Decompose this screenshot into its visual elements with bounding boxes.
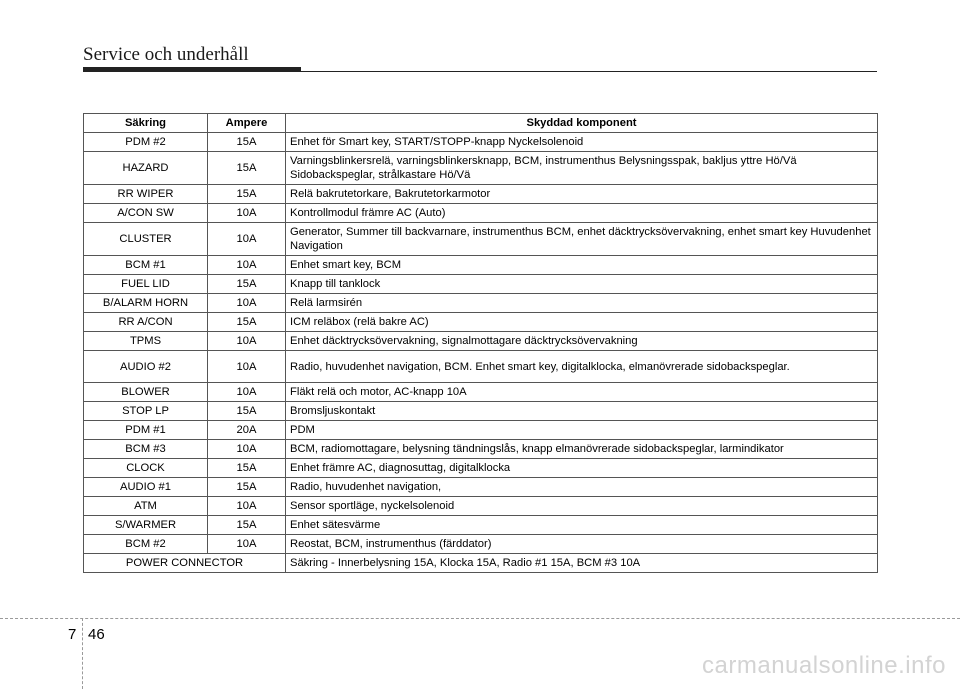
table-row bbox=[84, 478, 878, 497]
fuse-component: Enhet sätesvärme bbox=[286, 516, 878, 535]
fuse-name: CLOCK bbox=[84, 459, 208, 478]
fuse-ampere: 10A bbox=[208, 351, 286, 383]
table-row bbox=[84, 516, 878, 535]
fuse-ampere: 10A bbox=[208, 256, 286, 275]
table-row bbox=[84, 152, 878, 185]
table-row bbox=[84, 185, 878, 204]
fuse-ampere: 15A bbox=[208, 275, 286, 294]
table-row bbox=[84, 256, 878, 275]
fuse-name: RR A/CON bbox=[84, 313, 208, 332]
table-row bbox=[84, 204, 878, 223]
fuse-component: Relä larmsirén bbox=[286, 294, 878, 313]
fuse-ampere: 10A bbox=[208, 332, 286, 351]
watermark: carmanualsonline.info bbox=[702, 652, 946, 679]
fuse-table bbox=[83, 113, 878, 573]
page-number: 46 bbox=[88, 626, 105, 643]
chapter-number: 7 bbox=[68, 626, 77, 643]
fuse-component: BCM, radiomottagare, belysning tändningslås, knapp elmanövrerade sidobackspeglar, larmindikator bbox=[286, 440, 878, 459]
column-header-component: Skyddad komponent bbox=[286, 114, 878, 133]
fuse-component: PDM bbox=[286, 421, 878, 440]
fuse-component: ICM reläbox (relä bakre AC) bbox=[286, 313, 878, 332]
fuse-name: B/ALARM HORN bbox=[84, 294, 208, 313]
fuse-ampere: 15A bbox=[208, 459, 286, 478]
fuse-component: Reostat, BCM, instrumenthus (färddator) bbox=[286, 535, 878, 554]
footer-dashed-divider bbox=[82, 618, 83, 689]
fuse-ampere: 10A bbox=[208, 294, 286, 313]
table-row bbox=[84, 294, 878, 313]
fuse-name: STOP LP bbox=[84, 402, 208, 421]
fuse-name: POWER CONNECTOR bbox=[84, 554, 286, 573]
footer-dashed-rule bbox=[0, 618, 960, 619]
fuse-component: Generator, Summer till backvarnare, instrumenthus BCM, enhet däcktrycksövervakning, enhet smart key Huvudenhet Navigation bbox=[286, 223, 878, 256]
fuse-name: PDM #1 bbox=[84, 421, 208, 440]
fuse-name: FUEL LID bbox=[84, 275, 208, 294]
fuse-ampere: 10A bbox=[208, 497, 286, 516]
fuse-ampere: 15A bbox=[208, 402, 286, 421]
table-row bbox=[84, 421, 878, 440]
table-row bbox=[84, 313, 878, 332]
fuse-name: RR WIPER bbox=[84, 185, 208, 204]
fuse-component: Enhet främre AC, diagnosuttag, digitalklocka bbox=[286, 459, 878, 478]
table-header-row bbox=[84, 114, 878, 133]
fuse-name: ATM bbox=[84, 497, 208, 516]
fuse-ampere: 15A bbox=[208, 133, 286, 152]
fuse-component: Enhet smart key, BCM bbox=[286, 256, 878, 275]
table-row bbox=[84, 223, 878, 256]
table-row bbox=[84, 275, 878, 294]
fuse-component: Säkring - Innerbelysning 15A, Klocka 15A, Radio #1 15A, BCM #3 10A bbox=[286, 554, 878, 573]
fuse-name: AUDIO #2 bbox=[84, 351, 208, 383]
table-row bbox=[84, 440, 878, 459]
fuse-component: Enhet däcktrycksövervakning, signalmottagare däcktrycksövervakning bbox=[286, 332, 878, 351]
table-row bbox=[84, 133, 878, 152]
fuse-component: Radio, huvudenhet navigation, BCM. Enhet smart key, digitalklocka, elmanövrerade sidobackspeglar. bbox=[286, 351, 878, 383]
fuse-component: Varningsblinkersrelä, varningsblinkersknapp, BCM, instrumenthus Belysningsspak, bakljus yttre Hö/Vä Sidobackspeglar, strålkastare Hö/Vä bbox=[286, 152, 878, 185]
fuse-name: PDM #2 bbox=[84, 133, 208, 152]
fuse-component: Knapp till tanklock bbox=[286, 275, 878, 294]
header-rule-thin bbox=[83, 71, 877, 72]
column-header-fuse: Säkring bbox=[84, 114, 208, 133]
fuse-name: BLOWER bbox=[84, 383, 208, 402]
table-row bbox=[84, 383, 878, 402]
fuse-name: CLUSTER bbox=[84, 223, 208, 256]
table-row bbox=[84, 497, 878, 516]
fuse-name: BCM #3 bbox=[84, 440, 208, 459]
fuse-component: Enhet för Smart key, START/STOPP-knapp Nyckelsolenoid bbox=[286, 133, 878, 152]
fuse-ampere: 10A bbox=[208, 223, 286, 256]
page-header-title: Service och underhåll bbox=[83, 44, 249, 65]
fuse-name: A/CON SW bbox=[84, 204, 208, 223]
fuse-name: BCM #2 bbox=[84, 535, 208, 554]
table-row bbox=[84, 332, 878, 351]
fuse-ampere: 15A bbox=[208, 516, 286, 535]
table-row bbox=[84, 535, 878, 554]
table-row bbox=[84, 351, 878, 383]
fuse-name: AUDIO #1 bbox=[84, 478, 208, 497]
fuse-ampere: 10A bbox=[208, 204, 286, 223]
fuse-ampere: 10A bbox=[208, 440, 286, 459]
fuse-ampere: 10A bbox=[208, 383, 286, 402]
fuse-ampere: 15A bbox=[208, 185, 286, 204]
fuse-ampere: 10A bbox=[208, 535, 286, 554]
fuse-name: TPMS bbox=[84, 332, 208, 351]
fuse-name: BCM #1 bbox=[84, 256, 208, 275]
fuse-name: S/WARMER bbox=[84, 516, 208, 535]
fuse-ampere: 20A bbox=[208, 421, 286, 440]
table-row bbox=[84, 459, 878, 478]
fuse-component: Bromsljuskontakt bbox=[286, 402, 878, 421]
fuse-ampere: 15A bbox=[208, 478, 286, 497]
fuse-component: Relä bakrutetorkare, Bakrutetorkarmotor bbox=[286, 185, 878, 204]
fuse-component: Fläkt relä och motor, AC-knapp 10A bbox=[286, 383, 878, 402]
fuse-component: Kontrollmodul främre AC (Auto) bbox=[286, 204, 878, 223]
table-row bbox=[84, 554, 878, 573]
fuse-ampere: 15A bbox=[208, 313, 286, 332]
table-row bbox=[84, 402, 878, 421]
fuse-name: HAZARD bbox=[84, 152, 208, 185]
fuse-ampere: 15A bbox=[208, 152, 286, 185]
fuse-component: Sensor sportläge, nyckelsolenoid bbox=[286, 497, 878, 516]
fuse-component: Radio, huvudenhet navigation, bbox=[286, 478, 878, 497]
column-header-ampere: Ampere bbox=[208, 114, 286, 133]
